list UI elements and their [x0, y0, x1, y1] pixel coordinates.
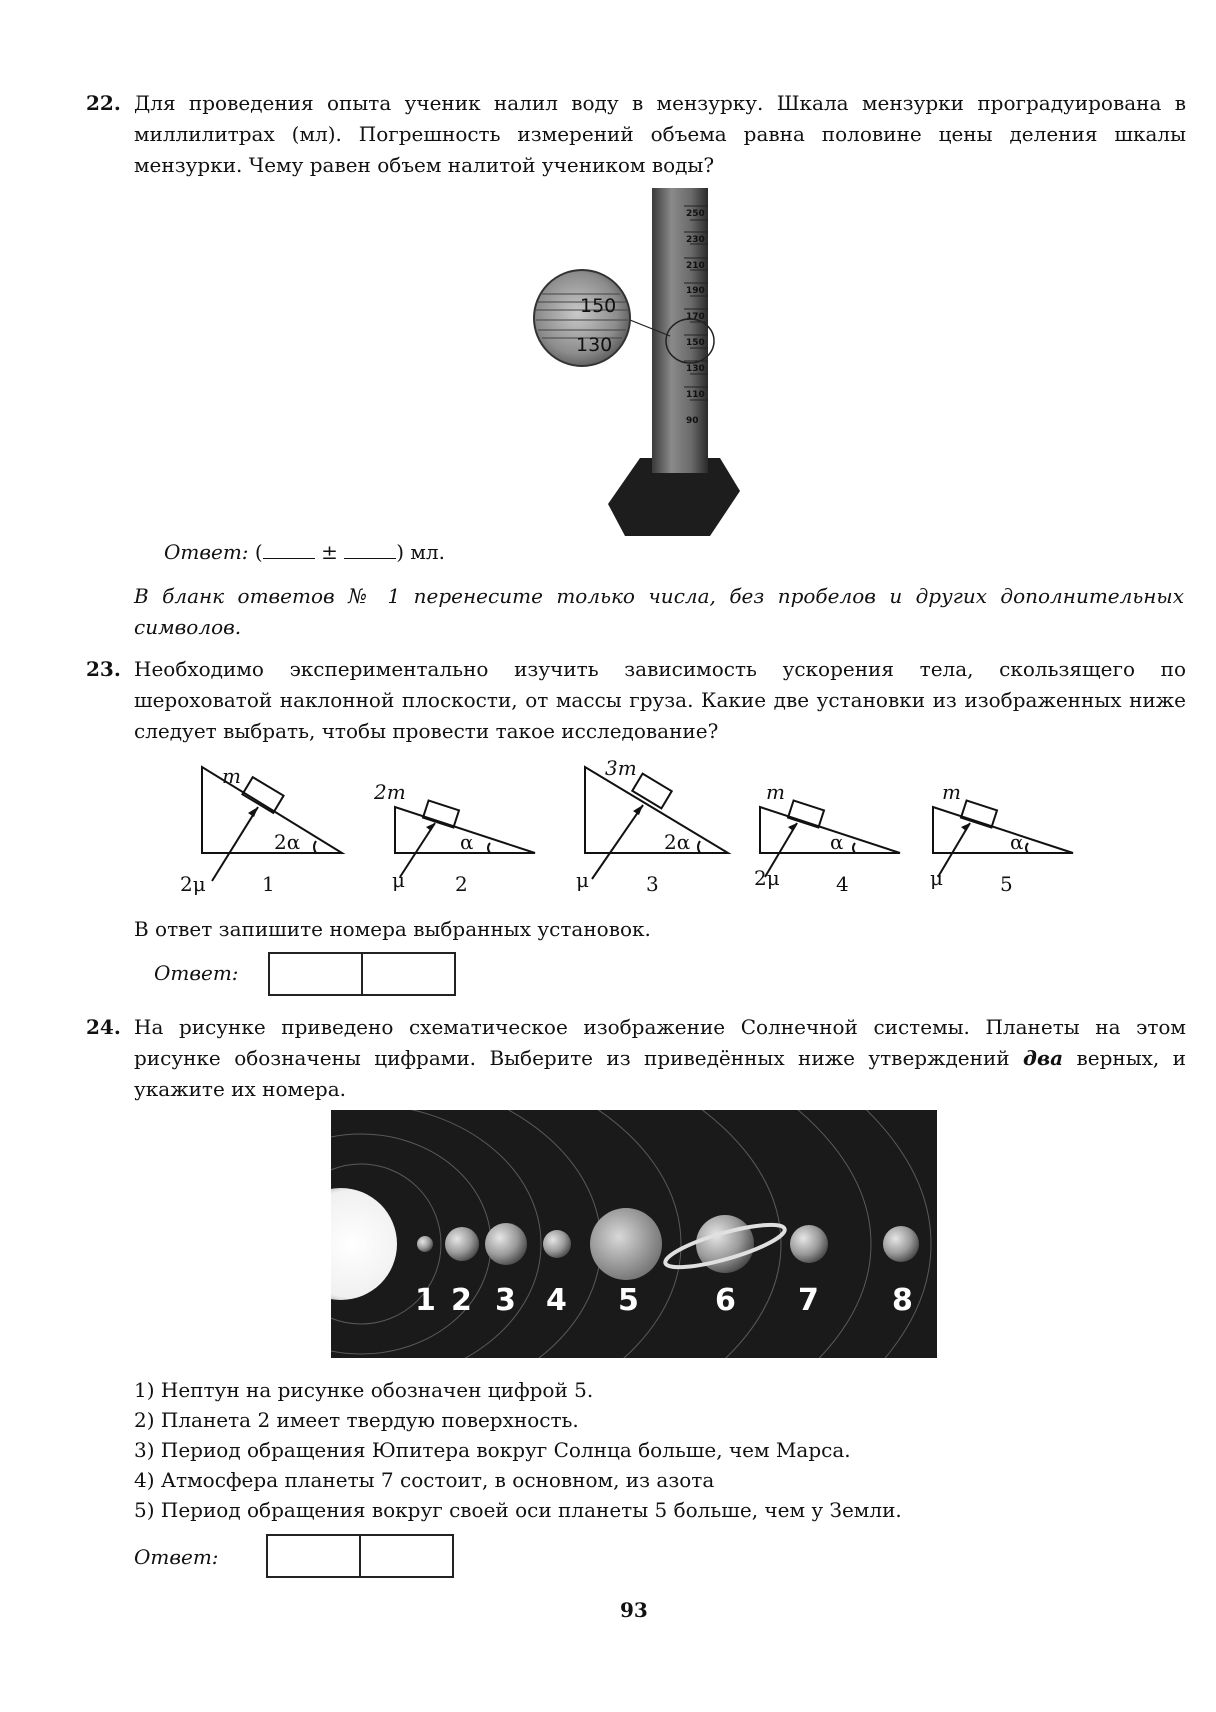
options-list-24	[134, 1375, 902, 1525]
answer-label-23-wrap	[154, 961, 239, 985]
measuring-cylinder-figure	[520, 186, 760, 536]
answer-pm: ±	[321, 540, 338, 564]
scale-label: 150	[686, 338, 705, 348]
question-text: На рисунке приведено схематическое изображение Солнечной системы. Планеты на этом рисунке обозначены цифрами. Выберите из приведённых ниже утверждений два верных, и укажите их номера.	[134, 1015, 1187, 1101]
instruction-23	[134, 914, 834, 945]
setup-5	[933, 800, 1073, 877]
planet-8	[883, 1226, 919, 1262]
setup-number: 3	[646, 872, 659, 896]
instruction-text: В ответ запишите номера выбранных установок.	[134, 917, 651, 941]
scale-labels	[686, 209, 705, 426]
answer-cell[interactable]	[270, 954, 363, 994]
planet-7	[790, 1225, 828, 1263]
option-item: 2) Планета 2 имеет твердую поверхность.	[134, 1408, 579, 1432]
setup-friction: μ	[392, 868, 405, 892]
answer-label: Ответ:	[164, 540, 249, 564]
setup-angle: α	[1010, 830, 1024, 854]
setup-number: 5	[1000, 872, 1013, 896]
answer-line-22	[164, 540, 445, 564]
answer-box-23[interactable]	[268, 952, 456, 996]
answer-box-24[interactable]	[266, 1534, 454, 1578]
setup-number: 1	[262, 872, 275, 896]
note-22	[134, 581, 1184, 643]
planet-label: 6	[715, 1283, 736, 1318]
scale-label: 130	[686, 364, 705, 374]
answer-error-field[interactable]	[344, 540, 396, 559]
setup-mass: m	[766, 780, 785, 804]
magnifier-label: 130	[576, 334, 613, 356]
question-24	[86, 1012, 1186, 1105]
setup-mass: 2m	[374, 780, 406, 804]
question-text: Необходимо экспериментально изучить зависимость ускорения тела, скользящего по шероховатой наклонной плоскости, от массы груза. Какие две установки из изображенных ниже следует выбрать, чтобы провести такое исследование?	[134, 657, 1186, 743]
setup-angle: 2α	[664, 830, 691, 854]
setup-number: 2	[455, 872, 468, 896]
planet-3	[485, 1223, 527, 1265]
planet-label: 1	[415, 1283, 436, 1318]
setup-number: 4	[836, 872, 849, 896]
setup-friction: 2μ	[180, 872, 206, 896]
page-number: 93	[620, 1598, 648, 1622]
scale-label: 110	[686, 390, 705, 400]
solar-system-figure	[331, 1110, 937, 1358]
answer-label-24-wrap	[134, 1545, 219, 1569]
planet-5	[590, 1208, 662, 1280]
answer-cell[interactable]	[363, 954, 454, 994]
question-23	[86, 654, 1186, 747]
scale-label: 230	[686, 235, 705, 245]
answer-value-field[interactable]	[263, 540, 315, 559]
setup-3	[585, 767, 728, 879]
planet-label: 4	[546, 1283, 567, 1318]
scale-label: 90	[686, 416, 699, 426]
answer-unit: мл.	[410, 540, 445, 564]
emphasis: два	[1023, 1046, 1064, 1070]
setup-friction: 2μ	[754, 866, 780, 890]
note-text: В бланк ответов № 1 перенесите только числа, без пробелов и других дополнительных символов.	[134, 584, 1184, 639]
answer-label: Ответ:	[154, 961, 239, 985]
magnifier-label: 150	[580, 295, 617, 317]
setup-mass: 3m	[605, 756, 637, 780]
option-item: 5) Период обращения вокруг своей оси планеты 5 больше, чем у Земли.	[134, 1498, 902, 1522]
planet-label: 5	[618, 1283, 639, 1318]
setup-friction: μ	[576, 868, 589, 892]
setup-mass: m	[942, 780, 961, 804]
question-number: 24.	[86, 1015, 121, 1039]
answer-open: (	[254, 540, 263, 564]
scale-label: 210	[686, 261, 705, 271]
planet-label: 3	[495, 1283, 516, 1318]
question-number: 23.	[86, 657, 121, 681]
option-item: 1) Нептун на рисунке обозначен цифрой 5.	[134, 1378, 594, 1402]
planet-1	[417, 1236, 433, 1252]
answer-label: Ответ:	[134, 1545, 219, 1569]
cylinder-tube	[652, 188, 708, 473]
answer-close: )	[396, 540, 405, 564]
planet-2	[445, 1227, 479, 1261]
option-item: 4) Атмосфера планеты 7 состоит, в основном, из азота	[134, 1468, 715, 1492]
question-text: Для проведения опыта ученик налил воду в мензурку. Шкала мензурки проградуирована в миллилитрах (мл). Погрешность измерений объема равна половине цены деления шкалы мензурки. Чему равен объем налитой учеником воды?	[134, 91, 1186, 177]
planet-label: 7	[798, 1283, 819, 1318]
option-item: 3) Период обращения Юпитера вокруг Солнца больше, чем Марса.	[134, 1438, 851, 1462]
scale-label: 250	[686, 209, 705, 219]
planet-4	[543, 1230, 571, 1258]
setup-mass: m	[222, 764, 241, 788]
planet-label: 2	[451, 1283, 472, 1318]
answer-cell[interactable]	[361, 1536, 452, 1576]
setup-angle: 2α	[274, 830, 301, 854]
scale-label: 190	[686, 286, 705, 296]
answer-cell[interactable]	[268, 1536, 361, 1576]
scale-label: 170	[686, 312, 705, 322]
setup-angle: α	[830, 830, 844, 854]
question-22	[86, 88, 1186, 181]
planet-label: 8	[892, 1283, 913, 1318]
setup-angle: α	[460, 830, 474, 854]
question-number: 22.	[86, 91, 121, 115]
setup-friction: μ	[930, 866, 943, 890]
inclined-planes-figure	[180, 755, 1100, 905]
